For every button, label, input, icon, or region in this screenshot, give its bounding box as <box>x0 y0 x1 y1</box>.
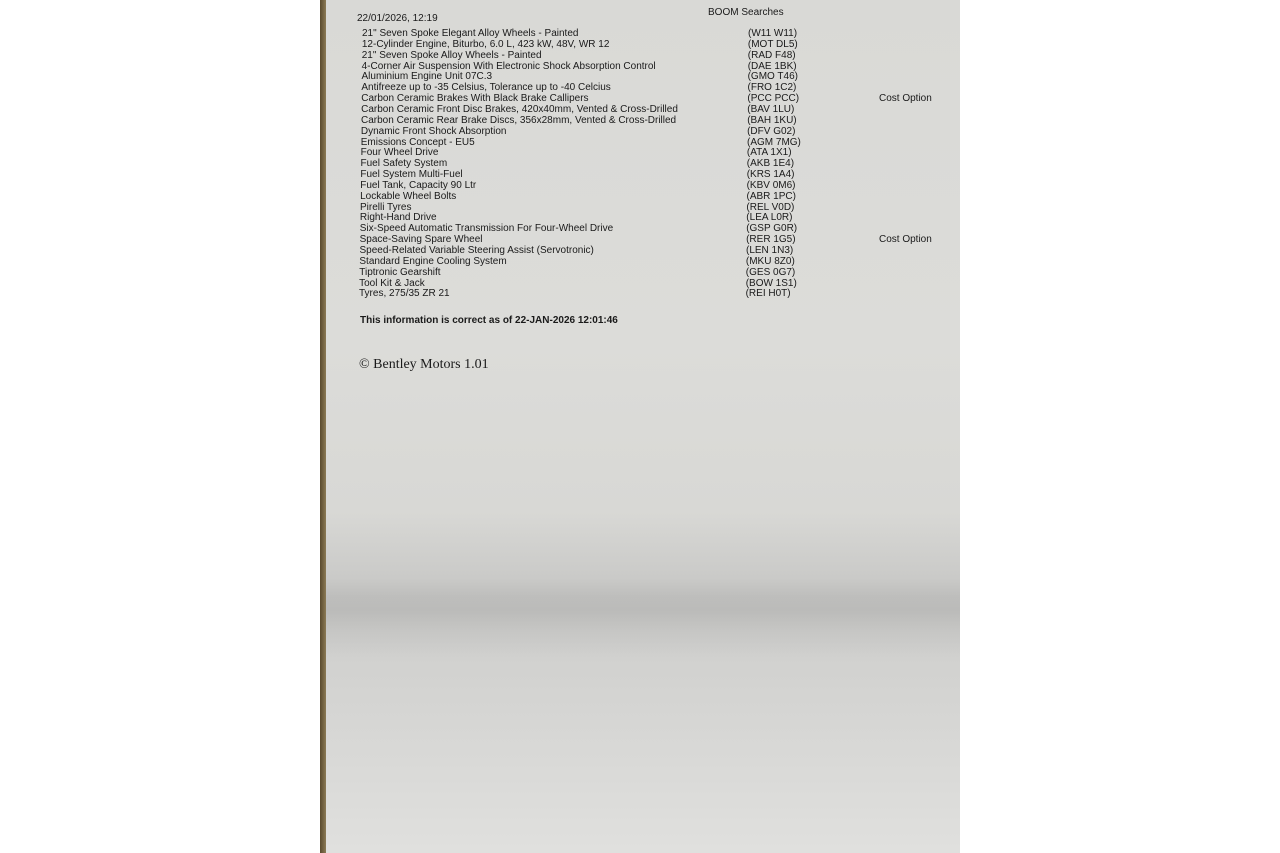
spec-code: (GSP G0R) <box>746 223 798 235</box>
spec-row <box>326 50 960 61</box>
spec-row <box>326 137 960 148</box>
page-header-title: BOOM Searches <box>708 7 784 18</box>
page-shadow <box>326 578 960 658</box>
spec-row <box>326 39 960 50</box>
spec-row <box>326 278 960 289</box>
spec-code: (REL V0D) <box>746 201 795 213</box>
spec-code: (BAV 1LU) <box>747 103 795 115</box>
spec-description: Six-Speed Automatic Transmission For Four-Wheel Drive <box>359 223 614 235</box>
spec-description: Carbon Ceramic Rear Brake Discs, 356x28mm, Vented & Cross-Drilled <box>361 114 677 126</box>
spec-row <box>326 158 960 169</box>
spec-row <box>326 223 960 234</box>
spec-row <box>326 169 960 180</box>
print-datetime: 22/01/2026, 12:19 <box>357 13 438 24</box>
spec-description: Speed-Related Variable Steering Assist (Servotronic) <box>359 245 594 256</box>
spec-code: (LEA L0R) <box>746 212 793 224</box>
spec-code: (DAE 1BK) <box>747 60 797 72</box>
spec-code: (KRS 1A4) <box>746 169 795 181</box>
spec-row <box>326 288 960 299</box>
spec-code: (RAD F48) <box>747 49 796 61</box>
spec-code: (RER 1G5) <box>746 234 796 246</box>
spec-code: (KBV 0M6) <box>746 179 796 191</box>
spec-description: Four Wheel Drive <box>360 147 439 159</box>
spec-description: Fuel Safety System <box>360 158 448 170</box>
cost-option-label: Cost Option <box>879 93 932 105</box>
spec-code: (LEN 1N3) <box>746 245 794 256</box>
spec-row <box>326 234 960 245</box>
spec-code: (REI H0T) <box>745 288 791 300</box>
spec-description: Lockable Wheel Bolts <box>360 190 457 202</box>
spec-row <box>326 61 960 72</box>
spec-code: (W11 W11) <box>748 28 798 39</box>
spec-description: 21" Seven Spoke Elegant Alloy Wheels - Painted <box>362 28 579 39</box>
spec-code: (AKB 1E4) <box>746 158 795 170</box>
spec-row <box>326 256 960 267</box>
spec-description: Carbon Ceramic Brakes With Black Brake Callipers <box>361 93 589 105</box>
correct-as-of-note: This information is correct as of 22-JAN-2026 12:01:46 <box>360 315 618 326</box>
spec-code: (PCC PCC) <box>747 93 800 105</box>
spec-description: Space-Saving Spare Wheel <box>359 234 483 246</box>
spec-row <box>326 104 960 115</box>
cost-option-label: Cost Option <box>879 234 932 246</box>
spec-description: 4-Corner Air Suspension With Electronic Shock Absorption Control <box>361 60 656 72</box>
spec-description: Aluminium Engine Unit 07C.3 <box>361 71 493 83</box>
spec-row <box>326 126 960 137</box>
spec-row <box>326 180 960 191</box>
printed-page <box>326 0 960 853</box>
spec-code: (ATA 1X1) <box>746 147 792 159</box>
spec-code: (FRO 1C2) <box>747 82 797 94</box>
spec-code: (ABR 1PC) <box>746 190 796 202</box>
spec-description: Carbon Ceramic Front Disc Brakes, 420x40mm, Vented & Cross-Drilled <box>361 103 678 115</box>
spec-row <box>326 28 960 39</box>
spec-code: (AGM 7MG) <box>747 136 801 148</box>
spec-row <box>326 202 960 213</box>
spec-code: (DFV G02) <box>747 125 796 137</box>
spec-description: Tool Kit & Jack <box>359 277 425 289</box>
spec-description: Right-Hand Drive <box>359 212 437 224</box>
spec-code: (GMO T46) <box>747 71 798 83</box>
spec-row <box>326 82 960 93</box>
spec-code: (BOW 1S1) <box>745 277 797 289</box>
spec-row <box>326 147 960 158</box>
spec-description: Fuel System Multi-Fuel <box>360 169 463 181</box>
spec-code: (MOT DL5) <box>747 38 798 50</box>
spec-description: 12-Cylinder Engine, Biturbo, 6.0 L, 423 kW, 48V, WR 12 <box>361 38 610 50</box>
spec-description: 21" Seven Spoke Alloy Wheels - Painted <box>361 49 542 61</box>
spec-row <box>326 115 960 126</box>
spec-row <box>326 71 960 82</box>
spec-row <box>326 267 960 278</box>
spec-row <box>326 93 960 104</box>
spec-description: Dynamic Front Shock Absorption <box>360 125 507 137</box>
spec-description: Tiptronic Gearshift <box>359 266 441 278</box>
spec-row <box>326 191 960 202</box>
copyright-notice: © Bentley Motors 1.01 <box>359 357 489 372</box>
spec-description: Emissions Concept - EU5 <box>360 136 475 148</box>
spec-code: (MKU 8Z0) <box>745 255 795 267</box>
spec-description: Fuel Tank, Capacity 90 Ltr <box>360 179 477 191</box>
spec-description: Standard Engine Cooling System <box>359 255 507 267</box>
spec-description: Antifreeze up to -35 Celsius, Tolerance up to -40 Celcius <box>361 82 611 94</box>
spec-row <box>326 212 960 223</box>
spec-description: Pirelli Tyres <box>360 201 412 213</box>
spec-row <box>326 245 960 256</box>
spec-code: (BAH 1KU) <box>747 114 797 126</box>
spec-description: Tyres, 275/35 ZR 21 <box>359 288 450 300</box>
spec-code: (GES 0G7) <box>745 266 796 278</box>
